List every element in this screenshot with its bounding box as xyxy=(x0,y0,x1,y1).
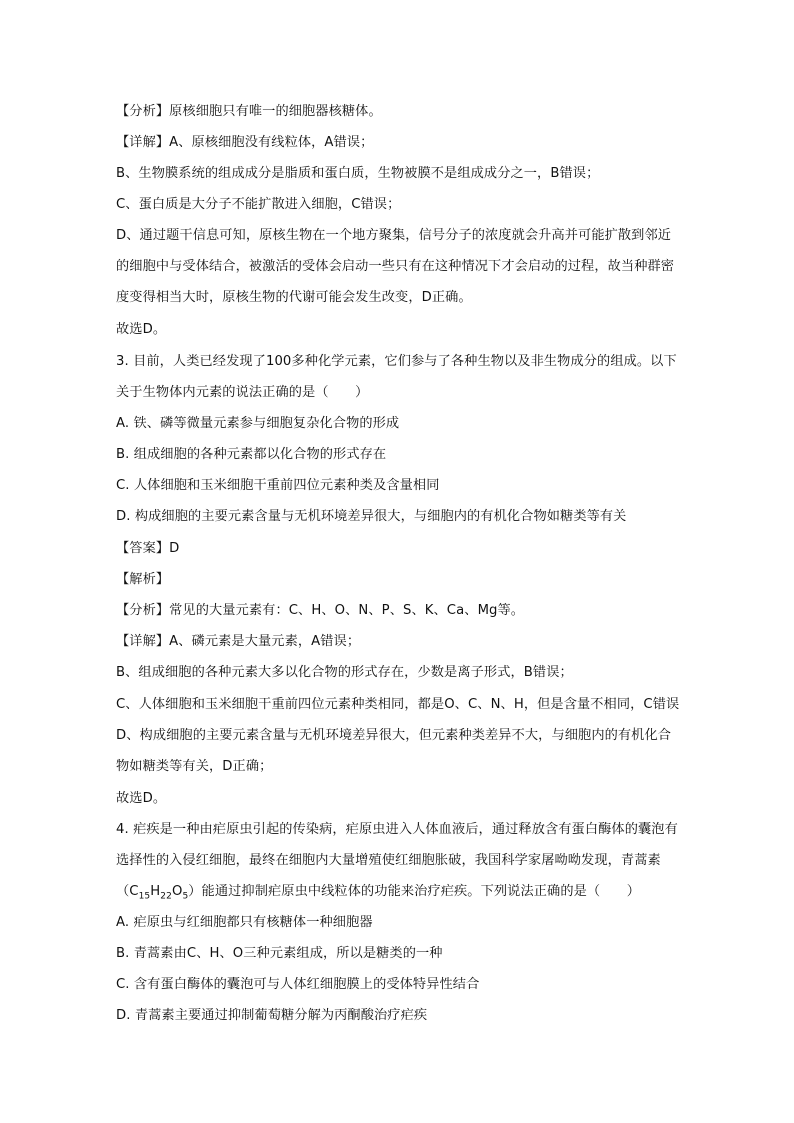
option-a: A. 铁、磷等微量元素参与细胞复杂化合物的形成 xyxy=(116,416,400,431)
conclusion-line: 故选D。 xyxy=(116,322,167,337)
detail-line: 的细胞中与受体结合，被激活的受体会启动一些只有在这种情况下才会启动的过程，故当种群密 xyxy=(116,259,675,274)
detail-line: D、构成细胞的主要元素含量与无机环境差异很大，但元素种类差异不大，与细胞内的有机化合 xyxy=(116,728,672,743)
option-b: B. 青蒿素由C、H、O三种元素组成，所以是糖类的一种 xyxy=(116,946,443,961)
question-stem: 选择性的入侵红细胞，最终在细胞内大量增殖使红细胞胀破，我国科学家屠呦呦发现，青蒿素 xyxy=(116,853,661,868)
explanation-heading: 【解析】 xyxy=(116,572,170,587)
detail-line: B、组成细胞的各种元素大多以化合物的形式存在，少数是离子形式，B错误； xyxy=(116,665,573,680)
question-stem: 3. 目前，人类已经发现了100多种化学元素，它们参与了各种生物以及非生物成分的组成。以下 xyxy=(116,354,677,369)
option-d: D. 构成细胞的主要元素含量与无机环境差异很大，与细胞内的有机化合物如糖类等有关 xyxy=(116,509,627,524)
detail-line: 物如糖类等有关，D正确； xyxy=(116,759,273,774)
question-stem: 关于生物体内元素的说法正确的是（ ） xyxy=(116,385,369,400)
detail-line: 度变得相当大时，原核生物的代谢可能会发生改变，D正确。 xyxy=(116,290,472,305)
question-stem: $(C_{15}H_{22}O_5)$能通过抑制疟原虫中线粒体的功能来治疗疟疾。下列说法正确的是（ ） xyxy=(116,884,641,902)
detail-line: D、通过题干信息可知，原核生物在一个地方聚集，信号分子的浓度就会升高并可能扩散到邻近 xyxy=(116,228,672,243)
option-b: B. 组成细胞的各种元素都以化合物的形式存在 xyxy=(116,447,387,462)
analysis-line: 【分析】原核细胞只有唯一的细胞器核糖体。 xyxy=(116,104,382,119)
analysis-line: 【分析】常见的大量元素有：C、H、O、N、P、S、K、Ca、Mg等。 xyxy=(116,603,525,618)
detail-line: 【详解】A、磷元素是大量元素，A错误； xyxy=(116,634,361,649)
option-a: A. 疟原虫与红细胞都只有核糖体一种细胞器 xyxy=(116,915,373,930)
detail-line: C、人体细胞和玉米细胞干重前四位元素种类相同，都是O、C、N、H，但是含量不相同，C错误 xyxy=(116,697,680,712)
detail-line: B、生物膜系统的组成成分是脂质和蛋白质，生物被膜不是组成成分之一，B错误； xyxy=(116,166,600,181)
answer-line: 【答案】D xyxy=(116,541,180,556)
detail-line: 【详解】A、原核细胞没有线粒体，A错误； xyxy=(116,135,374,150)
conclusion-line: 故选D。 xyxy=(116,791,167,806)
detail-line: C、蛋白质是大分子不能扩散进入细胞，C错误； xyxy=(116,197,401,212)
option-c: C. 人体细胞和玉米细胞干重前四位元素种类及含量相同 xyxy=(116,478,440,493)
question-stem: 4. 疟疾是一种由疟原虫引起的传染病，疟原虫进入人体血液后，通过释放含有蛋白酶体的囊泡有 xyxy=(116,822,678,837)
option-d: D. 青蒿素主要通过抑制葡萄糖分解为丙酮酸治疗疟疾 xyxy=(116,1008,428,1023)
option-c: C. 含有蛋白酶体的囊泡可与人体红细胞膜上的受体特异性结合 xyxy=(116,977,480,992)
